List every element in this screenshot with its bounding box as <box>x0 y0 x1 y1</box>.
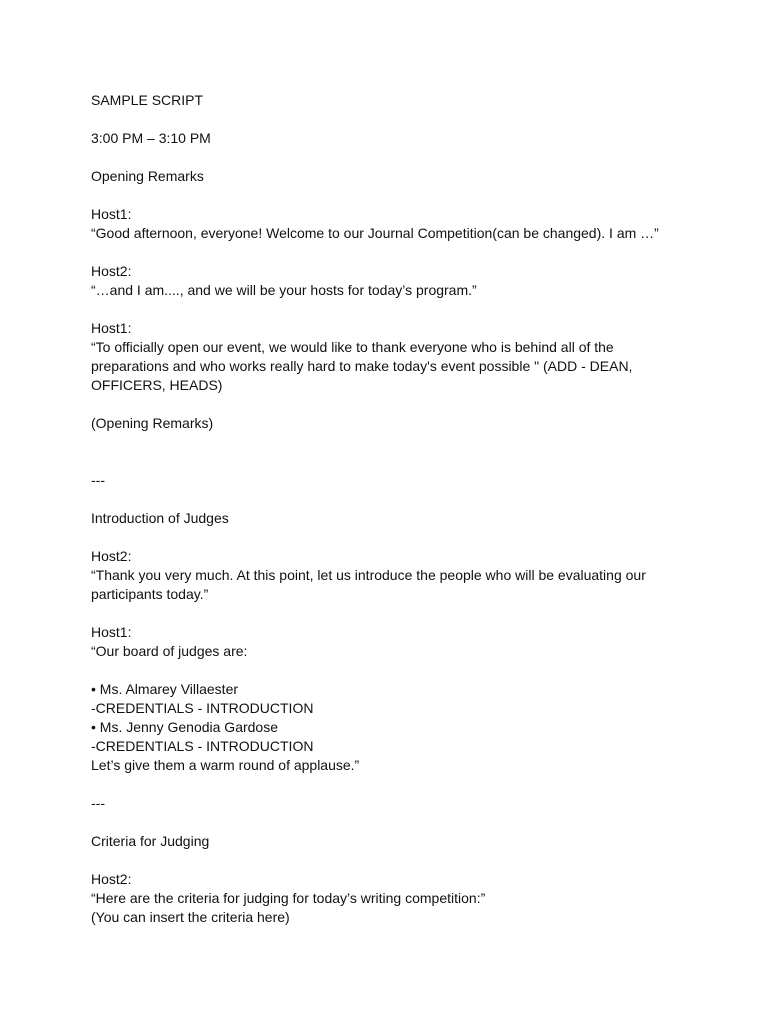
speaker-line: participants today.” <box>91 586 209 602</box>
spacer <box>91 243 691 262</box>
speaker-line: “Our board of judges are: <box>91 643 248 659</box>
section-heading-criteria: Criteria for Judging <box>91 833 210 849</box>
speaker-line: “Good afternoon, everyone! Welcome to our Journal Competition(can be changed). I am …” <box>91 225 659 241</box>
spacer <box>91 813 691 832</box>
spacer <box>91 528 691 547</box>
section-divider: --- <box>91 472 105 488</box>
section-heading-judges: Introduction of Judges <box>91 510 229 526</box>
speaker-line: OFFICERS, HEADS) <box>91 377 223 393</box>
spacer <box>91 395 691 414</box>
section-heading-opening: Opening Remarks <box>91 168 204 184</box>
spacer <box>91 110 691 129</box>
spacer <box>91 148 691 167</box>
judge-name: • Ms. Almarey Villaester <box>91 681 239 697</box>
speaker-label: Host1: <box>91 624 132 640</box>
speaker-line: “Here are the criteria for judging for today’s writing competition:” <box>91 890 486 906</box>
judge-name: • Ms. Jenny Genodia Gardose <box>91 719 278 735</box>
spacer <box>91 490 691 509</box>
spacer <box>91 433 691 471</box>
spacer <box>91 300 691 319</box>
speaker-label: Host2: <box>91 548 132 564</box>
section-divider: --- <box>91 795 105 811</box>
speaker-line: “…and I am...., and we will be your hosts for today’s program.” <box>91 282 477 298</box>
spacer <box>91 775 691 794</box>
speaker-line: Let’s give them a warm round of applause.” <box>91 757 360 773</box>
speaker-label: Host2: <box>91 263 132 279</box>
speaker-line: “Thank you very much. At this point, let us introduce the people who will be evaluating our <box>91 567 646 583</box>
speaker-label: Host1: <box>91 320 132 336</box>
judge-detail: -CREDENTIALS - INTRODUCTION <box>91 700 314 716</box>
stage-note: (You can insert the criteria here) <box>91 909 290 925</box>
judge-detail: -CREDENTIALS - INTRODUCTION <box>91 738 314 754</box>
speaker-label: Host2: <box>91 871 132 887</box>
spacer <box>91 851 691 870</box>
spacer <box>91 661 691 680</box>
speaker-line: preparations and who works really hard to make today's event possible " (ADD - DEAN, <box>91 358 633 374</box>
document-body <box>91 91 691 927</box>
document-title: SAMPLE SCRIPT <box>91 92 204 108</box>
spacer <box>91 186 691 205</box>
time-range: 3:00 PM – 3:10 PM <box>91 130 211 146</box>
speaker-label: Host1: <box>91 206 132 222</box>
spacer <box>91 604 691 623</box>
stage-note: (Opening Remarks) <box>91 415 214 431</box>
speaker-line: “To officially open our event, we would like to thank everyone who is behind all of the <box>91 339 614 355</box>
